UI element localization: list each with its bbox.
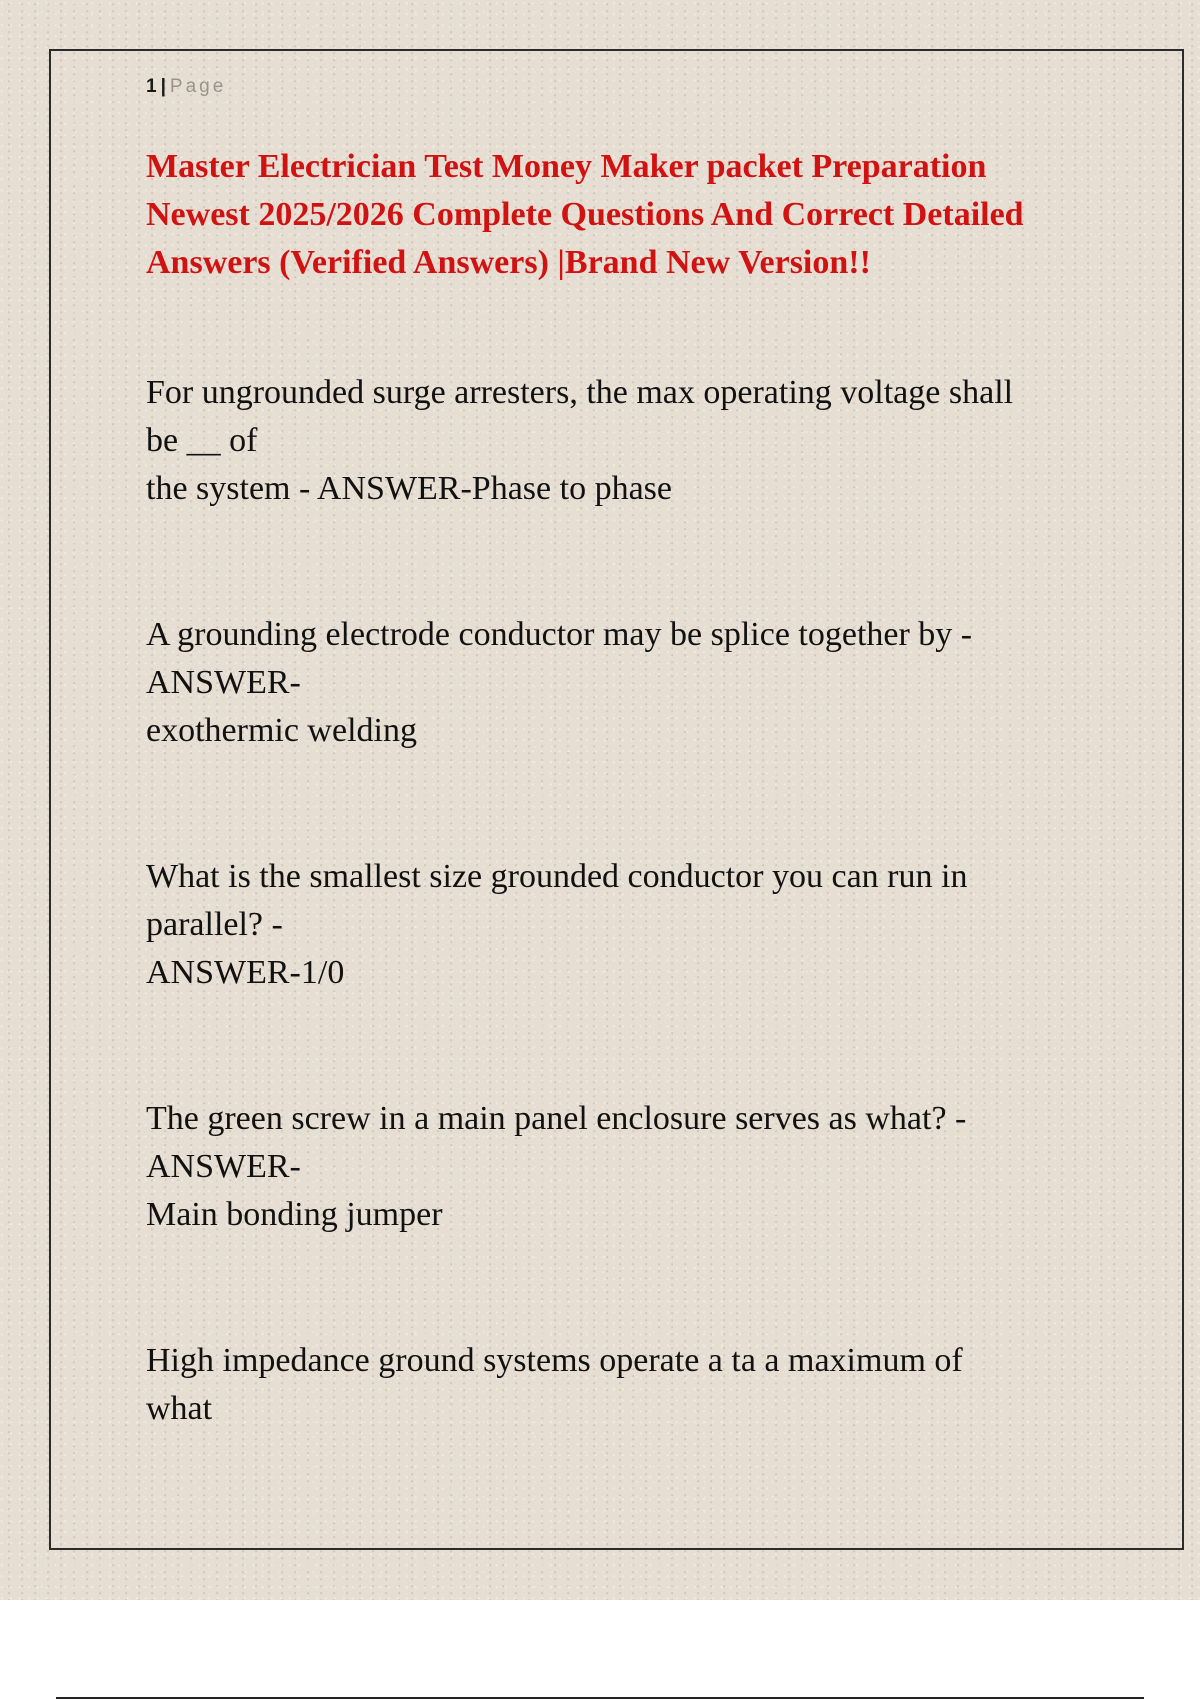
page-number-label bbox=[146, 75, 226, 99]
answer-text: ANSWER-1/0 bbox=[146, 954, 345, 991]
question-answer-item bbox=[146, 1095, 1106, 1239]
question-answer-item bbox=[146, 369, 1106, 513]
answer-text: exothermic welding bbox=[146, 712, 417, 749]
question-text: High impedance ground systems operate a ta a maximum of bbox=[146, 1342, 963, 1379]
question-text: parallel? - bbox=[146, 906, 283, 943]
question-text: The green screw in a main panel enclosure serves as what? - bbox=[146, 1100, 967, 1137]
title-line: Answers (Verified Answers) |Brand New Version!! bbox=[146, 244, 871, 281]
title-line: Master Electrician Test Money Maker packet Preparation bbox=[146, 148, 987, 185]
next-page-top-border bbox=[56, 1697, 1144, 1699]
question-answer-item bbox=[146, 1337, 1106, 1433]
title-line: Newest 2025/2026 Complete Questions And Correct Detailed bbox=[146, 196, 1024, 233]
question-answer-item bbox=[146, 611, 1106, 755]
question-text: What is the smallest size grounded conductor you can run in bbox=[146, 858, 968, 895]
page-number: 1 bbox=[146, 76, 157, 97]
answer-text: ANSWER- bbox=[146, 1148, 301, 1185]
answer-text: ANSWER- bbox=[146, 664, 301, 701]
page-number-separator: | bbox=[160, 76, 166, 97]
page-word: Page bbox=[169, 76, 227, 97]
question-text: A grounding electrode conductor may be splice together by - bbox=[146, 616, 973, 653]
document-title bbox=[146, 143, 1106, 287]
question-text: For ungrounded surge arresters, the max operating voltage shall bbox=[146, 374, 1014, 411]
answer-text: the system - ANSWER-Phase to phase bbox=[146, 470, 672, 507]
answer-text: Main bonding jumper bbox=[146, 1196, 443, 1233]
question-text: be __ of bbox=[146, 422, 258, 459]
question-text: what bbox=[146, 1390, 213, 1427]
question-answer-item bbox=[146, 853, 1106, 997]
